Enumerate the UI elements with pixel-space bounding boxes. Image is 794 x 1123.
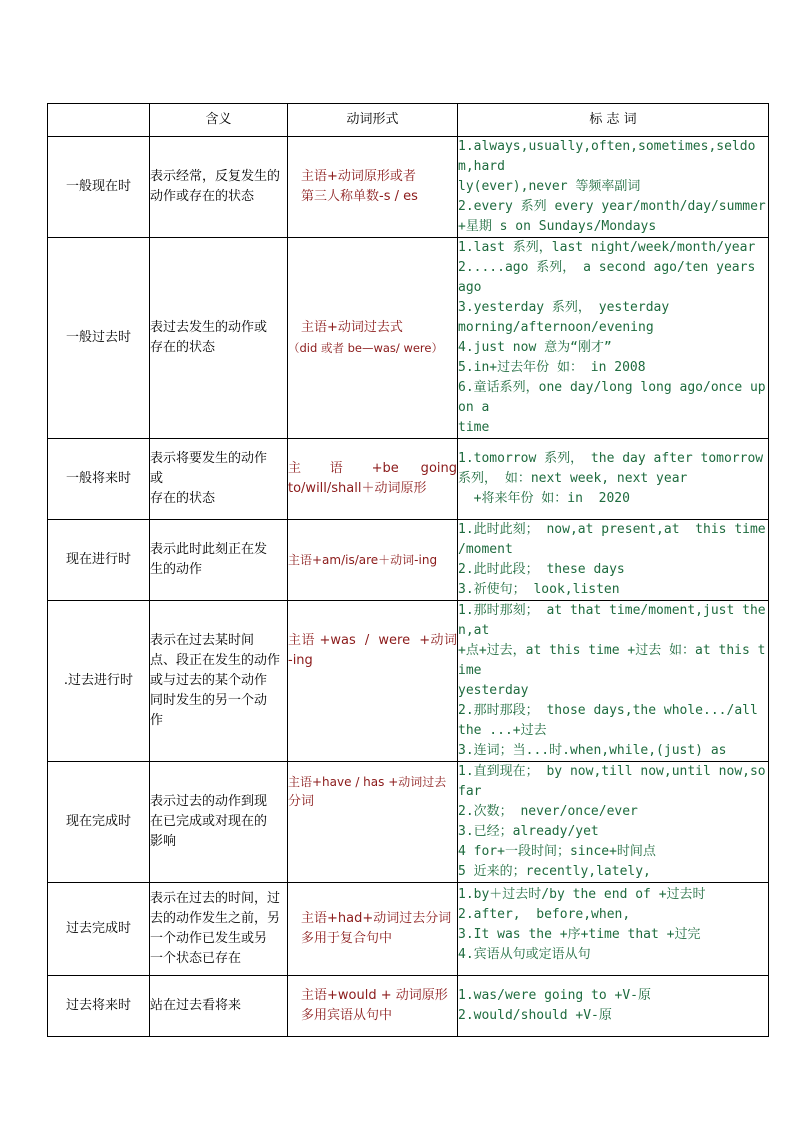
tense-name: 现在完成时 <box>48 762 150 883</box>
meaning-line: 点、段正在发生的动作 <box>150 653 281 668</box>
marker-line: 3.祈使句； look,listen <box>458 582 620 597</box>
meaning-cell <box>150 238 288 439</box>
form-line: 主语+would + 动词原形 <box>301 988 448 1003</box>
marker-line: /moment <box>458 542 513 557</box>
signal-words-cell <box>458 137 769 238</box>
marker-line: 5 近来的；recently,lately, <box>458 864 651 879</box>
form-line: 主 语 +be going <box>288 461 457 476</box>
table-row <box>48 762 769 883</box>
marker-line: 2.every 系列 every year/month/day/summer <box>458 199 766 214</box>
form-line: 主语+动词原形或者 <box>301 169 416 184</box>
marker-line: 5.in+过去年份 如： in 2008 <box>458 360 646 375</box>
verb-form-cell <box>288 439 458 520</box>
marker-line: 1.by＋过去时/by the end of +过去时 <box>458 887 706 902</box>
meaning-cell <box>150 883 288 976</box>
meaning-line: 或与过去的某个动作 <box>150 673 268 688</box>
marker-line: 1.此时此刻； now,at present,at this time <box>458 522 766 537</box>
form-line: 主语+have / has +动词过去 <box>288 775 447 789</box>
table-row <box>48 520 769 601</box>
header-signal-words: 标 志 词 <box>458 104 769 137</box>
meaning-line: 同时发生的另一个动 <box>150 693 268 708</box>
table-row <box>48 137 769 238</box>
marker-line: 2.那时那段； those days,the whole.../all <box>458 703 758 718</box>
header-verb-form: 动词形式 <box>288 104 458 137</box>
form-line: （did 或者 be—was/ were） <box>288 341 443 355</box>
meaning-line: 作 <box>150 713 164 728</box>
marker-line: 1.tomorrow 系列， the day after tomorrow <box>458 451 764 466</box>
marker-line: 2.would/should +V-原 <box>458 1008 612 1023</box>
table-row <box>48 439 769 520</box>
signal-words-cell <box>458 762 769 883</box>
verb-form-cell <box>288 238 458 439</box>
marker-line: 4.just now 意为“刚才” <box>458 340 612 355</box>
verb-form-cell <box>288 976 458 1037</box>
meaning-line: 表示经常，反复发生的 <box>150 169 281 184</box>
meaning-line: 表示将要发生的动作 <box>150 451 268 466</box>
verb-form-cell <box>288 520 458 601</box>
tense-name: 一般将来时 <box>48 439 150 520</box>
tense-name: 现在进行时 <box>48 520 150 601</box>
meaning-cell <box>150 601 288 762</box>
form-line: 主语+had+动词过去分词 <box>301 911 452 926</box>
marker-line: 2.此时此段； these days <box>458 562 625 577</box>
marker-line: 6.童话系列，one day/long long ago/once upon a <box>458 380 766 415</box>
signal-words-cell <box>458 439 769 520</box>
tense-name: 过去完成时 <box>48 883 150 976</box>
meaning-line: 一个动作已发生或另 <box>150 931 268 946</box>
verb-form-cell <box>288 601 458 762</box>
marker-line: 4.宾语从句或定语从句 <box>458 947 591 962</box>
form-line: -ing <box>288 653 313 668</box>
marker-line: 4 for+一段时间；since+时间点 <box>458 844 656 859</box>
tense-table <box>47 103 769 1037</box>
verb-form-cell <box>288 883 458 976</box>
marker-line: 3.It was the +序+time that +过完 <box>458 927 701 942</box>
meaning-line: 站在过去看将来 <box>150 998 242 1013</box>
signal-words-cell <box>458 601 769 762</box>
meaning-line: 表示此时此刻正在发 <box>150 542 268 557</box>
form-line: 主语+am/is/are＋动词-ing <box>288 553 438 567</box>
tense-name: 一般过去时 <box>48 238 150 439</box>
marker-line: morning/afternoon/evening <box>458 320 654 335</box>
form-line: 多用宾语从句中 <box>301 1008 393 1023</box>
meaning-line: 表示在过去的时间，过 <box>150 891 281 906</box>
table-row <box>48 976 769 1037</box>
table-row <box>48 883 769 976</box>
marker-line: 3.已经；already/yet <box>458 824 599 839</box>
meaning-line: 存在的状态 <box>150 491 216 506</box>
form-line: to/will/shall＋动词原形 <box>288 481 427 496</box>
marker-line: 1.那时那刻； at that time/moment,just then,at <box>458 603 766 638</box>
meaning-line: 表示过去的动作到现 <box>150 794 268 809</box>
marker-line: 系列， 如：next week, next year <box>458 471 688 486</box>
marker-line: the ...+过去 <box>458 723 547 738</box>
form-line: 主语 +was / were +动词 <box>288 633 457 648</box>
header-tense <box>48 104 150 137</box>
marker-line: 1.直到现在； by now,till now,until now,so far <box>458 764 766 799</box>
form-line: 第三人称单数-s / es <box>301 189 418 204</box>
verb-form-cell <box>288 137 458 238</box>
marker-line: 2.次数； never/once/ever <box>458 804 638 819</box>
marker-line: 1.was/were going to +V-原 <box>458 988 652 1003</box>
marker-line: ly(ever),never 等频率副词 <box>458 179 641 194</box>
meaning-line: 影响 <box>150 834 177 849</box>
signal-words-cell <box>458 238 769 439</box>
marker-line: yesterday <box>458 683 529 698</box>
marker-line: 2.....ago 系列， a second ago/ten years ago <box>458 260 756 295</box>
meaning-line: 表示在过去某时间 <box>150 633 255 648</box>
meaning-line: 或 <box>150 471 164 486</box>
meaning-line: 一个状态已存在 <box>150 951 242 966</box>
tense-name: 一般现在时 <box>48 137 150 238</box>
meaning-line: 动作或存在的状态 <box>150 189 255 204</box>
table-row <box>48 601 769 762</box>
marker-line: 3.连词；当...时.when,while,(just) as <box>458 743 727 758</box>
meaning-line: 在已完成或对现在的 <box>150 814 268 829</box>
header-row <box>48 104 769 137</box>
marker-line: +点+过去，at this time +过去 如：at this time <box>458 643 766 678</box>
meaning-line: 表过去发生的动作或 <box>150 320 268 335</box>
marker-line: 3.yesterday 系列， yesterday <box>458 300 670 315</box>
marker-line: 2.after, before,when, <box>458 907 631 922</box>
signal-words-cell <box>458 976 769 1037</box>
meaning-line: 去的动作发生之前，另 <box>150 911 281 926</box>
tense-name: 过去将来时 <box>48 976 150 1037</box>
meaning-cell <box>150 520 288 601</box>
signal-words-cell <box>458 883 769 976</box>
verb-form-cell <box>288 762 458 883</box>
meaning-cell <box>150 137 288 238</box>
marker-line: time <box>458 420 490 435</box>
header-meaning: 含义 <box>150 104 288 137</box>
meaning-line: 生的动作 <box>150 562 203 577</box>
form-line: 多用于复合句中 <box>301 931 393 946</box>
meaning-cell <box>150 762 288 883</box>
meaning-cell <box>150 439 288 520</box>
marker-line: +星期 s on Sundays/Mondays <box>458 219 657 234</box>
marker-line: 1.always,usually,often,sometimes,seldom,hard <box>458 139 756 174</box>
signal-words-cell <box>458 520 769 601</box>
table-row <box>48 238 769 439</box>
marker-line: 1.last 系列，last night/week/month/year <box>458 240 756 255</box>
meaning-line: 存在的状态 <box>150 340 216 355</box>
form-line: 分词 <box>288 794 315 809</box>
marker-line: +将来年份 如：in 2020 <box>458 491 630 506</box>
tense-name: .过去进行时 <box>48 601 150 762</box>
form-line: 主语+动词过去式 <box>301 320 403 335</box>
meaning-cell <box>150 976 288 1037</box>
